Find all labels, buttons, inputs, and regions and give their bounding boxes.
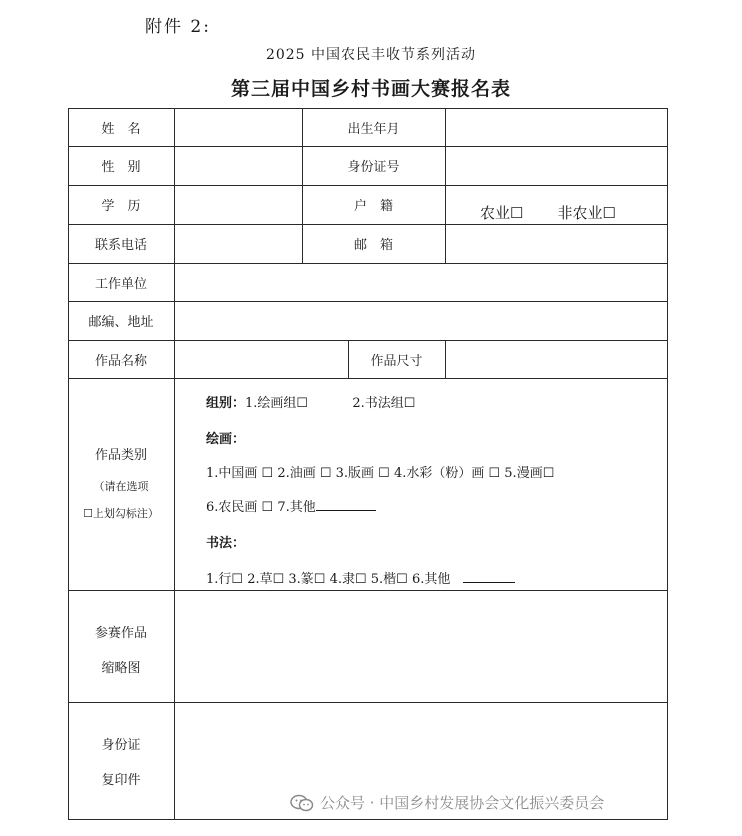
work-name-field[interactable]	[174, 340, 348, 378]
calligraphy-other-blank[interactable]	[463, 570, 515, 583]
agricultural-checkbox[interactable]: 农业☐	[480, 203, 524, 222]
postcode-address-field[interactable]	[174, 301, 667, 340]
name-field[interactable]	[174, 108, 302, 146]
gender-label: 性 别	[101, 160, 141, 175]
id-number-label: 身份证号	[347, 160, 400, 175]
birth-field[interactable]	[445, 108, 667, 146]
wechat-watermark	[290, 792, 604, 813]
calligraphy-options[interactable]: 1.行☐ 2.草☐ 3.篆☐ 4.隶☐ 5.楷☐ 6.其他	[206, 572, 451, 587]
watermark-text: 公众号 · 中国乡村发展协会文化振兴委员会	[320, 794, 605, 812]
thumbnail-label-block	[68, 616, 174, 686]
work-size-field[interactable]	[445, 340, 667, 378]
id-copy-label-line2: 复印件	[101, 773, 141, 788]
wechat-icon	[290, 794, 314, 812]
form-title: 第三届中国乡村书画大赛报名表	[230, 78, 511, 100]
thumbnail-label-line2: 缩略图	[101, 661, 141, 676]
id-number-field[interactable]	[445, 146, 667, 185]
work-name-label: 作品名称	[94, 353, 147, 369]
education-label: 学 历	[101, 199, 141, 214]
birth-label: 出生年月	[347, 121, 400, 137]
calligraphy-label: 书法：	[206, 536, 246, 551]
category-note-line1: （请在选项	[93, 480, 149, 493]
gender-field[interactable]	[174, 146, 302, 185]
household-label: 户 籍	[353, 199, 393, 214]
category-label: 作品类别	[94, 448, 147, 463]
group-label: 组别：	[206, 396, 246, 411]
table-line	[667, 108, 668, 820]
household-options	[480, 200, 616, 224]
phone-label: 联系电话	[94, 238, 147, 253]
work-unit-label: 工作单位	[94, 276, 147, 292]
work-size-label: 作品尺寸	[370, 353, 423, 369]
category-options-area	[174, 378, 664, 590]
painting-options-line1[interactable]: 1.中国画 ☐ 2.油画 ☐ 3.版画 ☐ 4.水彩（粉）画 ☐ 5.漫画☐	[206, 466, 555, 481]
non-agricultural-checkbox[interactable]: 非农业☐	[557, 203, 616, 222]
name-label: 姓 名	[101, 121, 141, 137]
painting-other-blank[interactable]	[316, 498, 376, 511]
phone-field[interactable]	[174, 224, 302, 263]
attachment-label: 附件 2:	[145, 17, 211, 37]
postcode-address-label: 邮编、地址	[88, 315, 154, 330]
work-unit-field[interactable]	[174, 263, 667, 301]
id-copy-label-block	[68, 728, 174, 798]
category-note-line2: ☐上划勾标注）	[83, 507, 159, 520]
category-label-block	[68, 438, 174, 527]
calligraphy-group-option[interactable]: 2.书法组☐	[352, 396, 416, 411]
email-field[interactable]	[445, 224, 667, 263]
email-label: 邮 箱	[353, 238, 393, 253]
id-copy-label-line1: 身份证	[101, 738, 141, 753]
painting-group-option[interactable]: 1.绘画组☐	[245, 396, 309, 411]
painting-options-line2[interactable]: 6.农民画 ☐ 7.其他	[206, 500, 316, 515]
registration-form-table	[68, 108, 668, 820]
painting-label: 绘画：	[206, 432, 246, 447]
event-subtitle: 2025 中国农民丰收节系列活动	[265, 47, 477, 63]
table-line	[68, 819, 668, 820]
thumbnail-label-line1: 参赛作品	[94, 626, 147, 641]
thumbnail-area[interactable]	[174, 590, 667, 702]
education-field[interactable]	[174, 185, 302, 224]
